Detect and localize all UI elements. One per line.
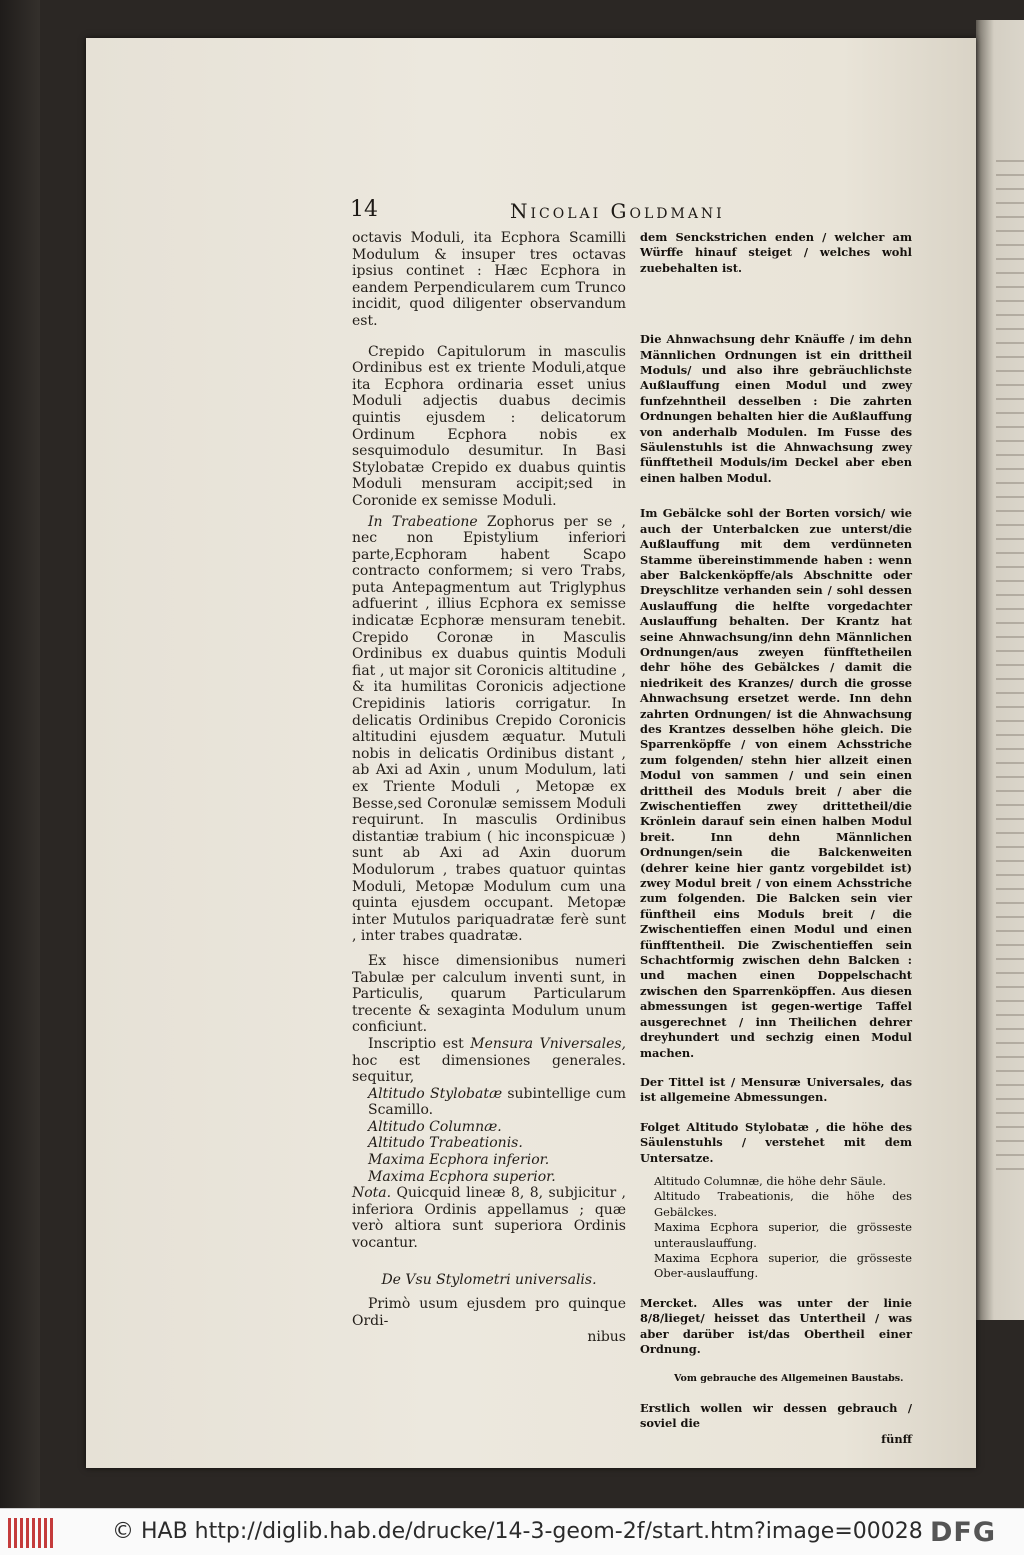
latin-list-item — [352, 1086, 626, 1119]
latin-italic: Altitudo Stylobatæ — [368, 1085, 503, 1102]
latin-list-item: Altitudo Trabeationis. — [368, 1135, 523, 1152]
german-paragraph: Die Ahnwachsung dehr Knäuffe / im dehn Männlichen Ordnungen ist ein drittheil Moduls/ und also ihre gebräuchlichste Außlauffung einen Modul und zwey funfzehntheil desselben : Die zahrten Ordnungen behalten hier die Außlauffung von anderhalb Modulen. Im Fusse des Säulenstuhls ist die Ahnwachsung zwey fünfftetheil Moduls/im Deckel aber eben einen halben Modul. — [640, 332, 912, 485]
adjacent-page-edge — [976, 20, 1024, 1320]
bleed-through-text — [996, 160, 1024, 1180]
german-catchword: fünff — [881, 1431, 912, 1446]
german-paragraph: Der Tittel ist / Mensuræ Universales, das ist allgemeine Abmessungen. — [640, 1074, 912, 1105]
latin-catchword: nibus — [587, 1329, 626, 1346]
german-list-item: Altitudo Columnæ, die höhe dehr Säule. — [654, 1173, 886, 1188]
latin-list-item: Maxima Ecphora inferior. — [368, 1152, 550, 1169]
latin-italic-lead: Nota. — [352, 1185, 392, 1202]
latin-paragraph: octavis Moduli, ita Ecphora Scamilli Modulum & insuper tres octavas ipsius continet : Hæc Ecphora in eandem Perpendicularem cum Trunco incidit, quod diligenter observandum est. — [352, 230, 626, 329]
latin-text: subintellige cum Scamillo. — [368, 1085, 626, 1119]
german-column — [640, 230, 912, 1447]
latin-text: Quicquid lineæ 8, 8, subjicitur , inferiora Ordinis appellamus ; quæ verò altiora sunt superiora Ordinis vocantur. — [352, 1185, 626, 1252]
german-paragraph: Folget Altitudo Stylobatæ , die höhe des Säulenstuhls / verstehet mit dem Untersatze. — [640, 1119, 912, 1165]
german-list-item: Maxima Ecphora superior, die grösseste unterauslauffung. — [654, 1220, 912, 1250]
latin-text: Inscriptio est — [368, 1035, 464, 1052]
german-section-heading: Vom gebrauche des Allgemeinen Baustabs. — [674, 1373, 904, 1385]
latin-paragraph — [352, 1185, 626, 1251]
latin-paragraph: Primò usum ejusdem pro quinque Ordi- — [352, 1296, 626, 1329]
german-list-item: Altitudo Trabeationis, die höhe des Gebälckes. — [654, 1189, 912, 1219]
german-paragraph: Mercket. Alles was unter der linie 8/8/lieget/ heisset das Untertheil / was aber darüber ist/das Obertheil einer Ordnung. — [640, 1295, 912, 1356]
page-number: 14 — [350, 197, 378, 222]
latin-paragraph: Ex hisce dimensionibus numeri Tabulæ per calculum inventi sunt, in Particulis, quarum Particularum trecente & sexaginta Modulum unum conficiunt. — [352, 952, 626, 1036]
latin-list-item: Altitudo Columnæ. — [368, 1118, 502, 1135]
german-paragraph: dem Senckstrichen enden / welcher am Würffe hinauf steiget / welches wohl zuebehalten ist. — [640, 230, 912, 275]
latin-text: Zophorus per se , nec non Epistylium inferiori parte,Ecphoram habent Scapo contracto conformem; si vero Trabs, puta Antepagmentum aut Triglyphus adfuerint , illius Ecphora ex semisse indicatæ Ecphoræ mensuram tenebit. Crepido Coronæ in Masculis Ordinibus ex duabus quintis Moduli fiat , ut major sit Coronicis altitudine , & ita humilitas Coronicis adjectione Crepidinis latioris corrigatur. In delicatis Ordinibus Crepido Coronicis altitudini ejusdem æquatur. Mutuli nobis in delicatis Ordinibus distant , ab Axi ad Axin , unum Modulum, lati ex Triente Moduli , Metopæ ex Besse,sed Coronulæ semissem Moduli requirunt. In masculis Ordinibus distantiæ trabium ( hic inconspicuæ ) sunt ab Axi ad Axin duorum Modulorum , trabes quatuor quintas Moduli, Metopæ Modulum cum una quinta ejusdem occupant. Metopæ inter Mutulos pariquadratæ ferè sunt , inter trabes quadratæ. — [352, 513, 626, 945]
page-header — [350, 197, 910, 227]
latin-section-heading: De Vsu Stylometri universalis. — [381, 1271, 597, 1288]
german-list-item: Maxima Ecphora superior, die grösseste Ober-auslauffung. — [654, 1250, 912, 1281]
latin-paragraph — [352, 514, 626, 945]
latin-column — [352, 230, 626, 1346]
german-paragraph: Im Gebälcke sohl der Borten vorsich/ wie auch der Unterbalcken zue unterst/die Außlauffung mit dem verdünneten Stamme übereinstimmende haben : wenn aber Balckenköpffe/als Abschnitte oder Dreyschlitze verhanden sein / sohl dessen Auslauffung die helfte vorgedachter Auslauffung behalten. Der Krantz hat seine Ahnwachsung/inn dehn Männlichen Ordnungen/aus zweyen fünfftetheilen dehr höhe des Gebälckes / damit die niedrikeit des Kranzes/ durch die grosse Ahnwachsung ersetzet werde. Inn dehn zahrten Ordnungen/ ist die Ahnwachsung des Krantzes desselben höhe gleich. Die Sparrenköpffe / von einem Achsstriche zum folgenden/ stehn hier allzeit einen Modul von sammen / und sein einen drittheil des Moduls breit / aber die Zwischentieffen zwey drittetheil/die Krönlein darauf sein einen halben Modul breit. Inn dehn Männlichen Ordnungen/sein die Balckenweiten (dehrer keine hier gantz vorgebildet ist) zwey Modul breit / von einem Achsstriche zum folgenden. Die Balcken sein vier fünftheil eins Moduls breit / die Zwischentieffen einen Modul und einen fünfftentheil. Die Zwischentieffen sein Schachtformig zwischen dehn Balcken : und machen einen Doppelschacht zwischen den Sparrenköpffen. Aus diesen abmessungen ist gegen-wertige Taffel ausgerechnet / inn Theilichen dehrer dreyhundert und sechzig einen Modul machen. — [640, 506, 912, 1060]
latin-list-item: Maxima Ecphora superior. — [368, 1168, 556, 1185]
copyright-link[interactable]: © HAB http://diglib.hab.de/drucke/14-3-geom-2f/start.htm?image=00028 — [112, 1519, 923, 1544]
barcode-icon — [8, 1518, 54, 1548]
latin-italic-title: Mensura Vniversales, — [470, 1035, 626, 1052]
dfg-logo: DFG — [930, 1517, 997, 1548]
latin-italic-lead: In Trabeatione — [368, 513, 478, 530]
viewer-footer — [0, 1508, 1024, 1555]
german-paragraph: Erstlich wollen wir dessen gebrauch / soviel die — [640, 1400, 912, 1431]
running-head: Nicolai Goldmani — [510, 199, 725, 223]
book-spine — [0, 0, 40, 1508]
latin-paragraph: Crepido Capitulorum in masculis Ordinibus est ex triente Moduli,atque ita Ecphora ordinaria esset unius Moduli adjectis duabus decimis quintis ejusdem : delicatorum Ordinum Ecphora nobis ex sesquimodulo desumitur. In Basi Stylobatæ Crepido ex duabus quintis Moduli mensuram accipit;sed in Coronide ex semisse Moduli. — [352, 343, 626, 509]
latin-paragraph — [352, 1036, 626, 1086]
latin-text: hoc est dimensiones generales. sequitur, — [352, 1052, 626, 1086]
